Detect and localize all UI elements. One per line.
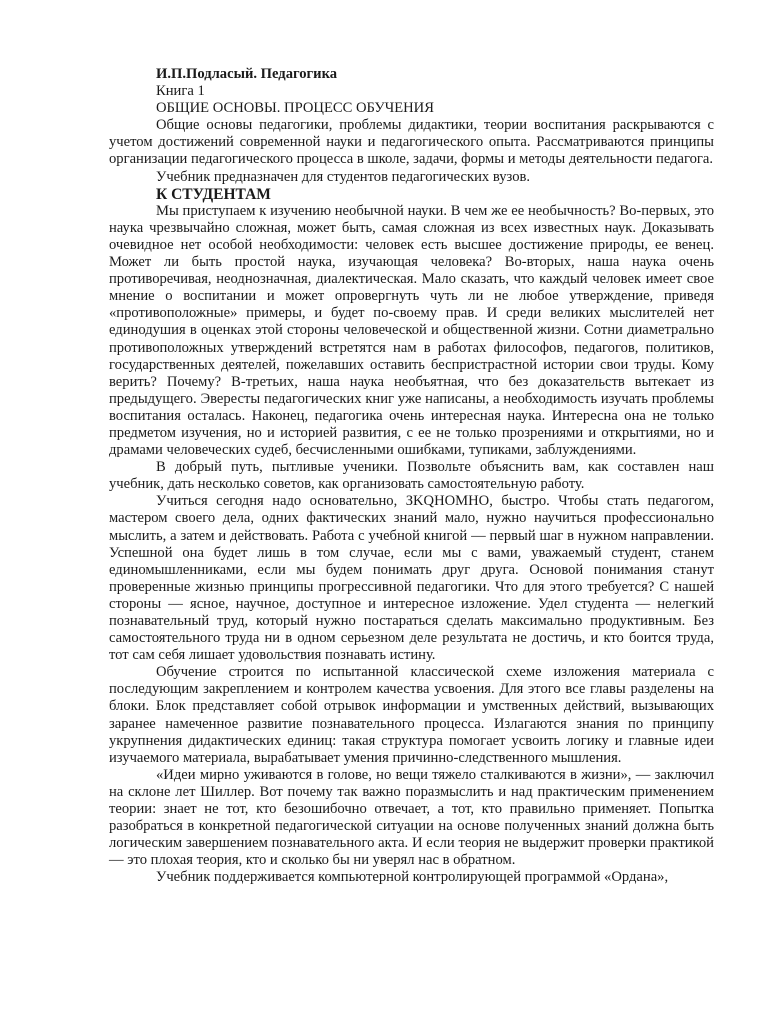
body-paragraph: Учиться сегодня надо основательно, ЗKQHOMHO, быстро. Чтобы стать педагогом, мастером своего дела, одних фактических знаний мало, нужно научиться профессионально мыслить, а затем и действовать. Работа с учебной книгой — первый шаг в нужном направлении. Успешной она будет лишь в том случае, если мы с вами, уважаемый студент, станем единомышленниками, если мы будем понимать друг друга. Основой понимания станут проверенные жизнью принципы прогрессивной педагогики. Что для этого требуется? С нашей стороны — ясное, научное, доступное и интересное изложение. Удел студента — нелегкий познавательный труд, который нужно постараться сделать максимально продуктивным. Без самостоятельного труда ни в одном серьезном деле результата не достичь, и кто боится труда, тот сам себя лишает удовольствия познавать истину.: [109, 493, 714, 664]
document-text: [109, 66, 714, 887]
body-paragraph: Обучение строится по испытанной классической схеме изложения материала с последующим закреплением и контролем качества усвоения. Для этого все главы разделены на блоки. Блок представляет собой отрывок информации и умственных действий, вызывающих заранее намеченное развитие познавательного процесса. Излагаются знания по принципу укрупнения дидактических единиц: такая структура помогает усвоить логику и главные идеи изучаемого материала, вырабатывает умения причинно-следственного мышления.: [109, 664, 714, 766]
body-paragraph: «Идеи мирно уживаются в голове, но вещи тяжело сталкиваются в жизни», — заключил на склоне лет Шиллер. Вот почему так важно поразмыслить и над практическим применением теории: знает не тот, кто безошибочно отвечает, а тот, кто правильно применяет. Попытка разобраться в конкретной педагогической ситуации на основе полученных знаний должна быть логическим завершением познавательного акта. И если теория не выдержит проверки практикой — это плохая теория, кто и сколько бы ни уверял нас в обратном.: [109, 766, 714, 869]
body-paragraph: В добрый путь, пытливые ученики. Позвольте объяснить вам, как составлен наш учебник, дать несколько советов, как организовать самостоятельную работу.: [109, 459, 714, 493]
section-title: ОБЩИЕ ОСНОВЫ. ПРОЦЕСС ОБУЧЕНИЯ: [156, 100, 434, 117]
body-paragraph: Мы приступаем к изучению необычной науки. В чем же ее необычность? Во-первых, это наука чрезвычайно сложная, может быть, самая сложная из всех известных наук. Доказывать очевидное нет особой необходимости: человек есть высшее достижение природы, ее венец. Может ли быть простой наука, изучающая человека? Во-вторых, наша наука очень противоречивая, неоднозначная, диалектическая. Мало сказать, что каждый человек имеет свое мнение о воспитании и может опровергнуть чуть ли не любое утверждение, приведя «противоположные» примеры, и будет по-своему прав. И среди великих мыслителей нет единодушия в оценках этой стороны человеческой и общественной жизни. Сотни диаметрально противоположных утверждений встретятся нам в работах философов, педагогов, политиков, государственных деятелей, пожелавших оставить беспристрастной истории свои труды. Кому верить? Почему? В-третьих, наша наука необъятная, что без доказательств вытекает из предыдущего. Эвересты педагогических книг уже написаны, а необходимость изучать проблемы воспитания осталась. Наконец, педагогика очень интересная наука. Интересна она не только предметом изучения, но и историей развития, с ее не только прозрениями и открытиями, но и драмами человеческих судеб, бесчисленными ошибками, тупиками, заблуждениями.: [109, 202, 714, 459]
section-heading: К СТУДЕНТАМ: [156, 185, 271, 203]
annotation-paragraph: Учебник предназначен для студентов педагогических вузов.: [156, 168, 531, 185]
book-label: Книга 1: [156, 83, 205, 100]
document-title: И.П.Подласый. Педагогика: [156, 66, 338, 82]
annotation-paragraph: Общие основы педагогики, проблемы дидактики, теории воспитания раскрываются с учетом достижений современной науки и педагогического опыта. Рассматриваются принципы организации педагогического процесса в школе, задачи, формы и методы деятельности педагога.: [109, 117, 714, 168]
body-paragraph: Учебник поддерживается компьютерной контролирующей программой «Ордана»,: [156, 869, 669, 886]
